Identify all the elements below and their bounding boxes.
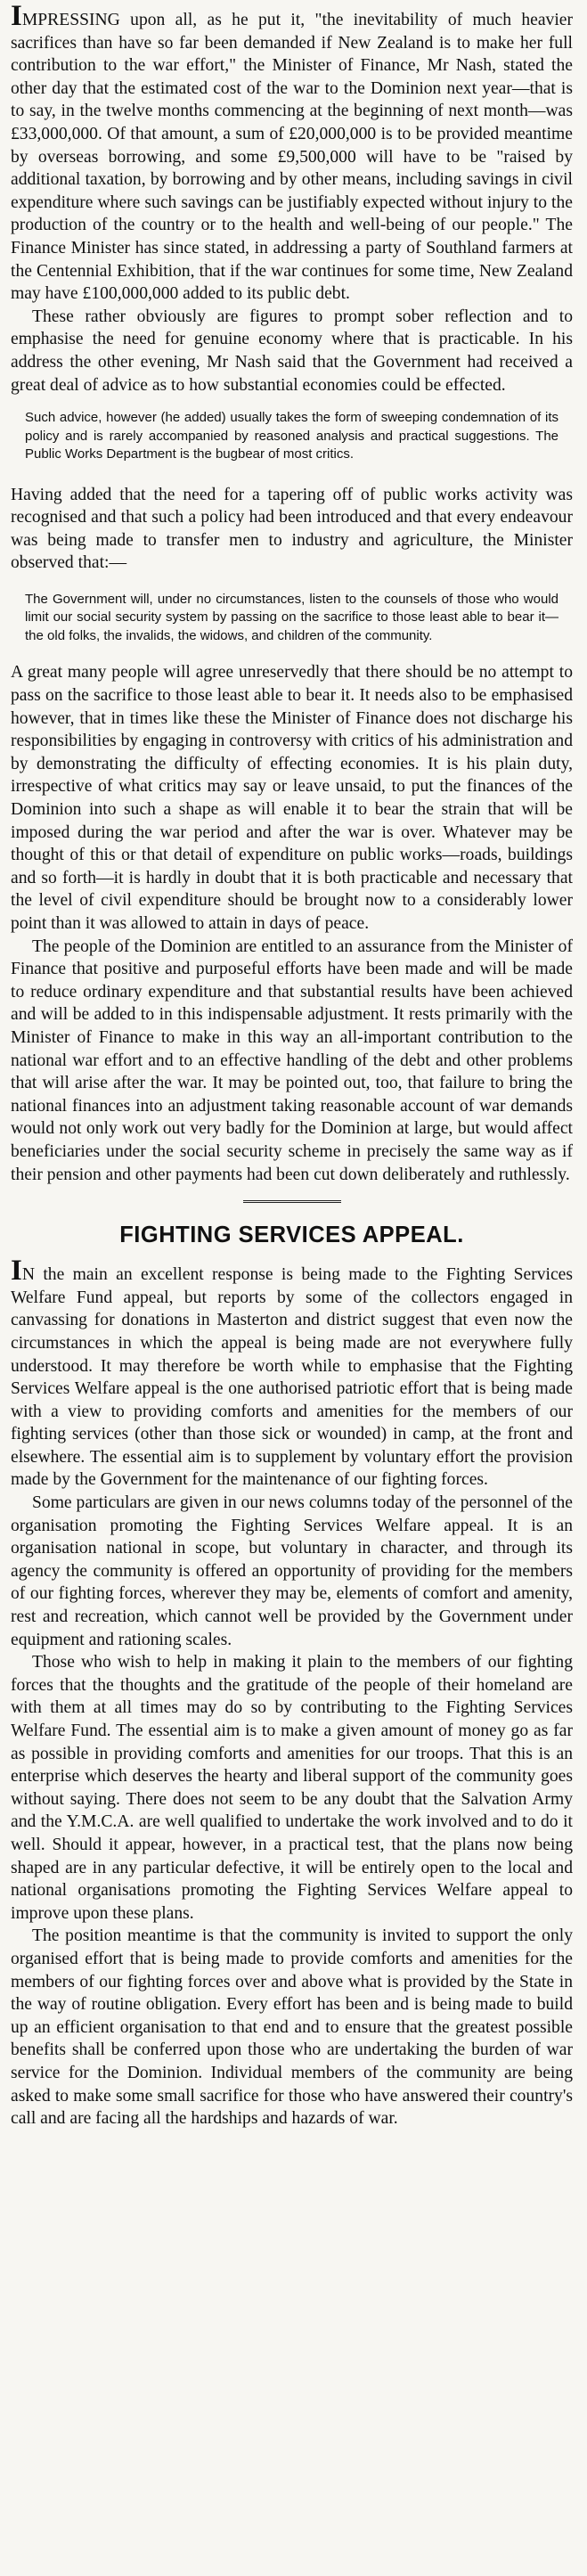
editorial-paragraph-3: A great many people will agree unreservedly that there should be no attempt to pass on the sacrifice to those least able to bear it. It needs also to be emphasised however, that in times like these the Minister of Finance does not discharge his responsibilities by engaging in controversy with critics of his administration and by demonstrating the difficulty of effecting economies. It is his plain duty, irrespective of what critics may say or leave unsaid, to put the finances of the Dominion into such a shape as will enable it to bear the strain that will be imposed during the war period and after the war is over. Whatever may be thought of this or that detail of expenditure on public works—roads, buildings and so forth—it is hardly in doubt that it is both practicable and necessary that the level of civil expenditure should be brought now to a considerably lower point than it was allowed to attain in days of peace. xyxy=(11,663,573,933)
minister-quote-1: Such advice, however (he added) usually takes the form of sweeping condemnation of its policy and is rarely accompanied by reasoned analysis and practical suggestions. The Public Works Department is the bugbear of most critics. xyxy=(25,410,558,462)
article-paragraph-1: IN the main an excellent response is being made to the Fighting Services Welfare Fund appeal, but reports by some of the collectors engaged in canvassing for donations in Masterton and district suggest that even now the circumstances in which the appeal is being made are not everywhere fully understood. It may therefore be worth while to emphasise that the Fighting Services Welfare appeal is the one authorised patriotic effort that is being made with a view to providing comforts and amenities for the members of our fighting services (other than those sick or wounded) in camp, at the front and elsewhere. The essential aim is to supplement by voluntary effort the provision made by the Government for the maintenance of our fighting forces. xyxy=(11,1255,573,1490)
editorial-paragraph-2: These rather obviously are figures to prompt sober reflection and to emphasise the need for genuine economy where that is practicable. In his address the other evening, Mr Nash said that the Government had received a great deal of advice as to how substantial economies could be effected. xyxy=(11,307,573,395)
article-paragraph-3: Those who wish to help in making it plain to the members of our fighting forces that the thoughts and the gratitude of the people of their homeland are with them at all times may do so by contributing to the Fighting Services Welfare Fund. The essential aim is to make a given amount of money go as far as possible in providing comforts and amenities for our troops. That this is an enterprise which deserves the hearty and liberal support of the community goes without saying. There does not seem to be any doubt that the Salvation Army and the Y.M.C.A. are well qualified to undertake the work involved and to do it well. Should it appear, however, in a practical test, that the plans now being shaped are in any particular defective, it will be entirely open to the local and national organisations promoting the Fighting Services Welfare appeal to improve upon these plans. xyxy=(11,1653,573,1923)
editorial-bridge-paragraph: Having added that the need for a tapering off of public works activity was recognised and that such a policy had been introduced and that every endeavour was being made to transfer men to industry and agriculture, the Minister observed that:— xyxy=(11,485,573,573)
article-paragraph-2: Some particulars are given in our news columns today of the personnel of the organisation promoting the Fighting Services Welfare appeal. It is an organisation national in scope, but voluntary in character, and through its agency the community is offered an opportunity of providing for the members of our fighting forces, wherever they may be, elements of comfort and amenity, rest and recreation, which cannot well be provided by the Government under equipment and rationing scales. xyxy=(11,1493,573,1649)
article-paragraph-4: The position meantime is that the community is invited to support the only organised effort that is being made to provide comforts and amenities for the members of our fighting forces over and above what is provided by the State in the way of routine obligation. Every effort has been and is being made to build up an efficient organisation to that end and to ensure that the greatest possible benefits shall be conferred upon those who are undertaking the burden of war service for the Dominion. Individual members of the community are being asked to make some small sacrifice for those who have answered their country's call and are facing all the hardships and hazards of war. xyxy=(11,1926,573,2129)
minister-quote-2: The Government will, under no circumstances, listen to the counsels of those who would limit our social security system by passing on the sacrifice to those least able to bear it—the old folks, the invalids, the widows, and children of the community. xyxy=(25,591,558,643)
editorial-paragraph-1: IMPRESSING upon all, as he put it, "the inevitability of much heavier sacrifices than have so far been demanded if New Zealand is to make her full contribution to the war effort," the Minister of Finance, Mr Nash, stated the other day that the estimated cost of the war to the Dominion next year—that is to say, in the twelve months commencing at the beginning of next month—was £33,000,000. Of that amount, a sum of £20,000,000 is to be provided meantime by overseas borrowing, and some £9,500,000 will have to be "raised by additional taxation, by borrowing and by other means, including savings in civil expenditure where such savings can be justifiably expected without injury to the production of the country or to the health and well-being of our people." The Finance Minister has since stated, in addressing a party of Southland farmers at the Centennial Exhibition, that if the war continues for some time, New Zealand may have £100,000,000 added to its public debt. xyxy=(11,0,573,304)
section-divider xyxy=(243,1200,341,1203)
editorial-paragraph-4: The people of the Dominion are entitled to an assurance from the Minister of Finance that positive and purposeful efforts have been made and will be made to reduce ordinary expenditure and that substantial results have been achieved and will be added to in this indispensable adjustment. It rests primarily with the Minister of Finance to make in this way an all-important contribution to the national war effort and to an effective handling of the debt and other problems that will arise after the war. It may be pointed out, too, that failure to bring the national finances into an adjustment taking reasonable account of war demands would not only work out very badly for the Dominion at large, but would affect beneficiaries under the social security scheme in precisely the same way as if their pension and other payments had been cut down deliberately and ruthlessly. xyxy=(11,936,573,1184)
article-heading: FIGHTING SERVICES APPEAL. xyxy=(119,1223,464,1248)
